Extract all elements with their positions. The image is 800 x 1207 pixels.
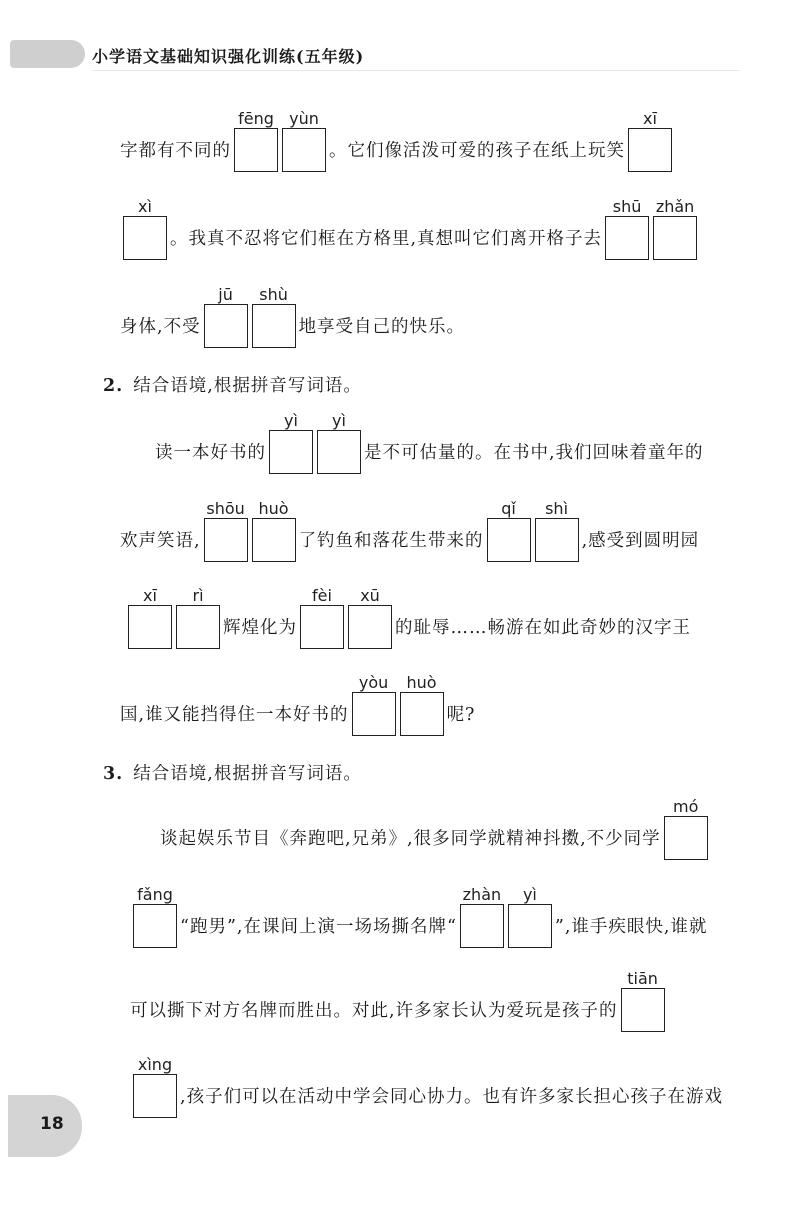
answer-box[interactable] [460,904,504,948]
pinyin: xī [643,109,657,128]
q2-line-2 [120,490,699,562]
answer-box[interactable] [508,904,552,948]
word-pair-tian [621,960,665,1032]
pinyin: zhàn [462,885,502,904]
pinyin: fǎng [137,885,173,904]
pinyin: tiān [627,969,658,988]
pinyin: xū [360,586,380,605]
answer-box[interactable] [605,216,649,260]
answer-box[interactable] [269,430,313,474]
pinyin: yì [284,411,298,430]
q2-l3-text-1: 辉煌化为 [223,618,297,638]
word-pair-shouhuo [204,490,296,562]
pinyin: zhǎn [655,197,695,216]
q2-l3-text-2: 的耻辱……畅游在如此奇妙的汉字王 [395,618,691,638]
word-pair-jushu [204,276,296,348]
pinyin: fèi [312,586,332,605]
pinyin: shōu [206,499,245,518]
answer-box[interactable] [621,988,665,1032]
s1-l3-text-1: 身体,不受 [120,317,201,337]
answer-box[interactable] [252,518,296,562]
q3-heading [103,760,362,785]
answer-box[interactable] [123,216,167,260]
word-pair-youhuo [352,664,444,736]
answer-box[interactable] [133,1074,177,1118]
answer-box[interactable] [400,692,444,736]
q2-l2-text-1: 欢声笑语, [120,531,201,551]
s1-l2-text-1: 。我真不忍将它们框在方格里,真想叫它们离开格子去 [170,229,603,249]
s1-line-3 [120,276,465,348]
header-band [10,40,85,68]
answer-box[interactable] [234,128,278,172]
pinyin: xìng [137,1055,173,1074]
q2-l2-text-3: ,感受到圆明园 [581,531,700,551]
word-pair-feixu [300,577,392,649]
answer-box[interactable] [653,216,697,260]
q2-l4-text-2: 呢? [446,705,476,725]
answer-box[interactable] [664,816,708,860]
pinyin: jū [218,285,233,304]
word-pair-yiyi [269,402,361,474]
s1-l3-text-2: 地享受自己的快乐。 [298,317,466,337]
s1-line-2 [120,188,700,260]
q2-l1-text-2: 是不可估量的。在书中,我们回味着童年的 [364,443,704,463]
q2-line-1 [155,402,704,474]
pinyin: yì [332,411,346,430]
answer-box[interactable] [628,128,672,172]
answer-box[interactable] [133,904,177,948]
header-rule [92,70,740,71]
answer-box[interactable] [348,605,392,649]
q3-line-4 [130,1046,723,1118]
q3-l4-text-1: ,孩子们可以在活动中学会同心协力。也有许多家长担心孩子在游戏 [180,1087,724,1107]
q2-l4-text-1: 国,谁又能挡得住一本好书的 [120,705,349,725]
word-pair-xi2 [123,188,167,260]
q2-title: 结合语境,根据拼音写词语。 [133,376,362,396]
pinyin: shū [612,197,642,216]
q2-line-3 [125,577,691,649]
answer-box[interactable] [352,692,396,736]
q3-line-3 [130,960,668,1032]
q2-l1-text-1: 读一本好书的 [155,443,266,463]
word-pair-zhanyi [460,876,552,948]
word-pair-mo [664,788,708,860]
answer-box[interactable] [282,128,326,172]
page-number: 18 [40,1114,64,1134]
word-pair-xi [628,100,672,172]
word-pair-xing [133,1046,177,1118]
q2-heading [103,372,362,397]
q2-l2-text-2: 了钓鱼和落花生带来的 [298,531,484,551]
pinyin: shù [259,285,288,304]
answer-box[interactable] [535,518,579,562]
pinyin: yì [522,885,537,904]
q3-number: 3. [103,764,124,784]
header-title: 小学语文基础知识强化训练(五年级) [92,47,365,66]
answer-box[interactable] [176,605,220,649]
q2-line-4 [120,664,475,736]
q3-line-1 [160,788,711,860]
q3-l1-text-1: 谈起娱乐节目《奔跑吧,兄弟》,很多同学就精神抖擞,不少同学 [160,829,661,849]
answer-box[interactable] [252,304,296,348]
word-pair-qishi [487,490,579,562]
q3-l3-text-1: 可以撕下对方名牌而胜出。对此,许多家长认为爱玩是孩子的 [130,1001,618,1021]
pinyin: yòu [358,673,389,692]
pinyin: xì [138,197,152,216]
q3-title: 结合语境,根据拼音写词语。 [133,764,362,784]
pinyin: huò [406,673,437,692]
word-pair-xiri [128,577,220,649]
pinyin: rì [192,586,204,605]
answer-box[interactable] [204,304,248,348]
q3-l2-text-1: “跑男”,在课间上演一场场撕名牌“ [180,917,457,937]
q3-l2-text-2: ”,谁手疾眼快,谁就 [554,917,708,937]
answer-box[interactable] [487,518,531,562]
answer-box[interactable] [317,430,361,474]
q2-number: 2. [103,376,124,396]
pinyin: xī [143,586,157,605]
answer-box[interactable] [128,605,172,649]
pinyin: shì [545,499,569,518]
answer-box[interactable] [300,605,344,649]
pinyin: huò [258,499,289,518]
word-pair-fang [133,876,177,948]
s1-line-1 [120,100,675,172]
s1-l1-text-1: 字都有不同的 [120,141,231,161]
q3-line-2 [130,876,707,948]
pinyin: qǐ [501,499,516,518]
pinyin: yùn [289,109,319,128]
answer-box[interactable] [204,518,248,562]
s1-l1-text-2: 。它们像活泼可爱的孩子在纸上玩笑 [329,141,625,161]
pinyin: fēng [238,109,274,128]
word-pair-shuzhan [605,188,697,260]
word-pair-fengyun [234,100,326,172]
pinyin: mó [673,797,699,816]
